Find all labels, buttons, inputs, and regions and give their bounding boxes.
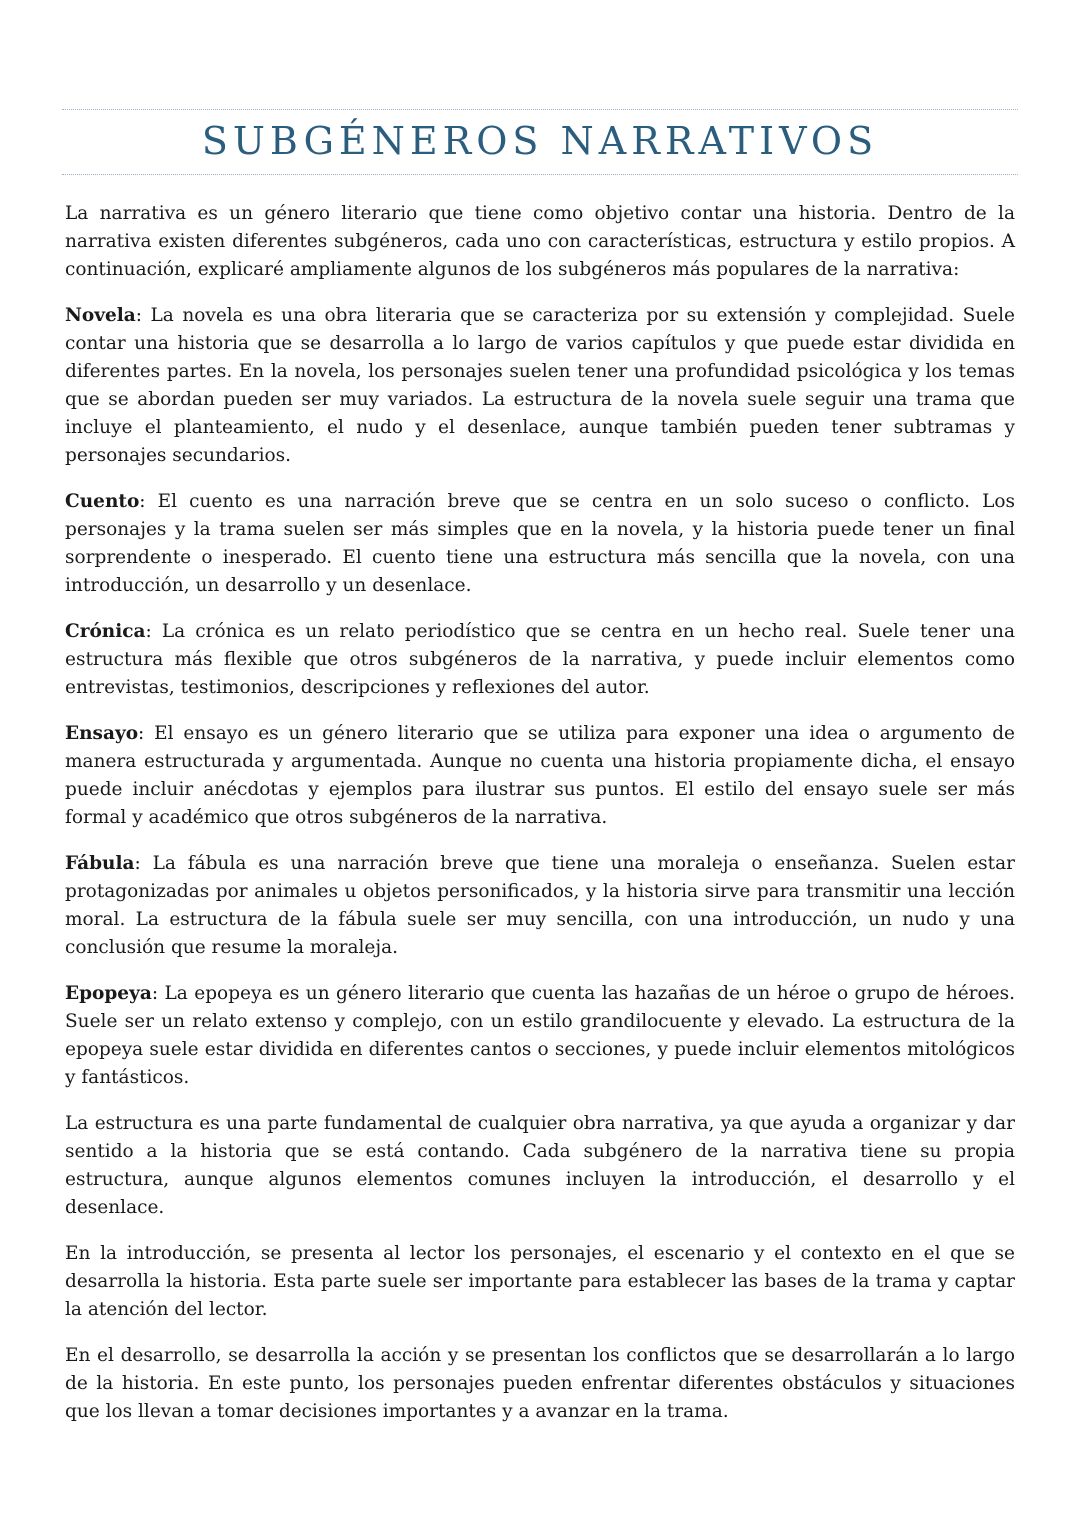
- subgenre-paragraph-epopeya: [65, 980, 1015, 1092]
- subgenre-term: Epopeya: [65, 983, 152, 1004]
- subgenre-term: Fábula: [65, 853, 135, 874]
- subgenre-paragraph-cuento: [65, 488, 1015, 600]
- page-title: SUBGÉNEROS NARRATIVOS: [201, 119, 879, 163]
- subgenre-term: Ensayo: [65, 723, 139, 744]
- subgenre-description: : La epopeya es un género literario que cuenta las hazañas de un héroe o grupo de héroes. Suele ser un relato extenso y complejo, con un estilo grandilocuente y elevado. La estructura de la epopeya suele estar dividida en diferentes cantos o secciones, y puede incluir elementos mitológicos y fantásticos.: [65, 983, 1015, 1088]
- subgenre-description: : La novela es una obra literaria que se caracteriza por su extensión y complejidad. Suele contar una historia que se desarrolla a lo largo de varios capítulos y que puede estar dividida en diferentes partes. En la novela, los personajes suelen tener una profundidad psicológica y los temas que se abordan pueden ser muy variados. La estructura de la novela suele seguir una trama que incluye el planteamiento, el nudo y el desenlace, aunque también pueden tener subtramas y personajes secundarios.: [65, 305, 1015, 466]
- intro-paragraph: La narrativa es un género literario que tiene como objetivo contar una historia. Dentro de la narrativa existen diferentes subgéneros, cada uno con características, estructura y estilo propios. A continuación, explicaré ampliamente algunos de los subgéneros más populares de la narrativa:: [65, 203, 1015, 280]
- structure-paragraph: La estructura es una parte fundamental de cualquier obra narrativa, ya que ayuda a organizar y dar sentido a la historia que se está contando. Cada subgénero de la narrativa tiene su propia estructura, aunque algunos elementos comunes incluyen la introducción, el desarrollo y el desenlace.: [65, 1113, 1015, 1218]
- subgenre-term: Cuento: [65, 491, 140, 512]
- subgenre-paragraph-fabula: [65, 850, 1015, 962]
- document-body: [65, 200, 1015, 1444]
- subgenre-paragraph-ensayo: [65, 720, 1015, 832]
- introduction-paragraph: En la introducción, se presenta al lector los personajes, el escenario y el contexto en el que se desarrolla la historia. Esta parte suele ser importante para establecer las bases de la trama y captar la atención del lector.: [65, 1243, 1015, 1320]
- subgenre-description: : La fábula es una narración breve que tiene una moraleja o enseñanza. Suelen estar protagonizadas por animales u objetos personificados, y la historia sirve para transmitir una lección moral. La estructura de la fábula suele ser muy sencilla, con una introducción, un nudo y una conclusión que resume la moraleja.: [65, 853, 1015, 958]
- subgenre-paragraph-novela: [65, 302, 1015, 470]
- subgenre-description: : La crónica es un relato periodístico que se centra en un hecho real. Suele tener una estructura más flexible que otros subgéneros de la narrativa, y puede incluir elementos como entrevistas, testimonios, descripciones y reflexiones del autor.: [65, 621, 1015, 698]
- subgenre-term: Novela: [65, 305, 136, 326]
- subgenre-description: : El cuento es una narración breve que se centra en un solo suceso o conflicto. Los personajes y la trama suelen ser más simples que en la novela, y la historia puede tener un final sorprendente o inesperado. El cuento tiene una estructura más sencilla que la novela, con una introducción, un desarrollo y un desenlace.: [65, 491, 1015, 596]
- subgenre-paragraph-cronica: [65, 618, 1015, 702]
- title-banner: [62, 109, 1018, 175]
- subgenre-term: Crónica: [65, 621, 146, 642]
- development-paragraph: En el desarrollo, se desarrolla la acción y se presentan los conflictos que se desarrollarán a lo largo de la historia. En este punto, los personajes pueden enfrentar diferentes obstáculos y situaciones que los llevan a tomar decisiones importantes y a avanzar en la trama.: [65, 1345, 1015, 1422]
- subgenre-description: : El ensayo es un género literario que se utiliza para exponer una idea o argumento de manera estructurada y argumentada. Aunque no cuenta una historia propiamente dicha, el ensayo puede incluir anécdotas y ejemplos para ilustrar sus puntos. El estilo del ensayo suele ser más formal y académico que otros subgéneros de la narrativa.: [65, 723, 1015, 828]
